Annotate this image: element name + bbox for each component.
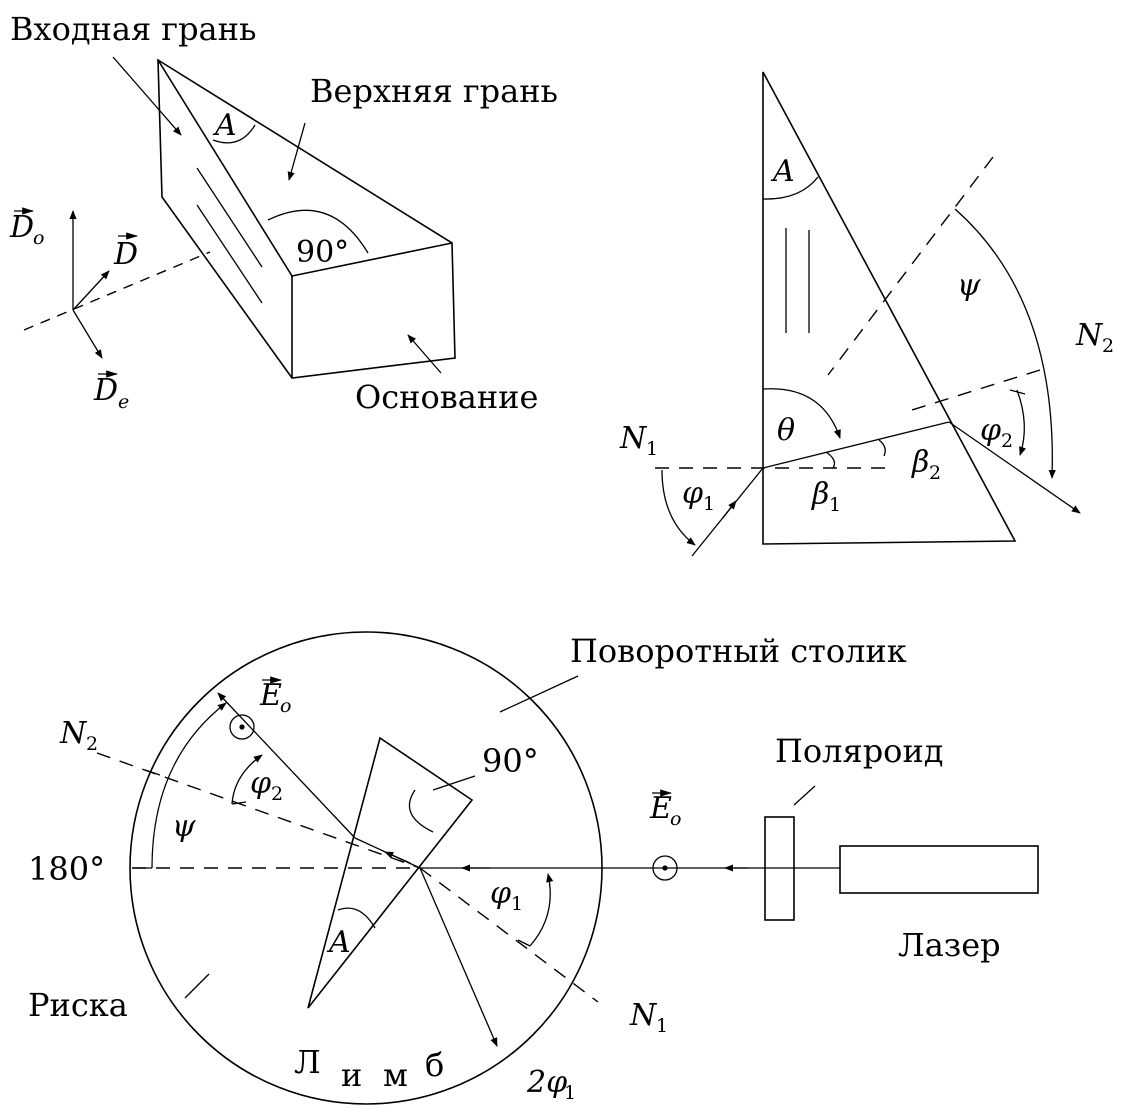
label-vector-D <box>113 236 138 272</box>
label-entry-face: Входная грань <box>10 10 257 48</box>
optic-axis-mark-1 <box>197 168 262 267</box>
label-subscript: 2 <box>1102 335 1115 357</box>
exit-ray <box>949 422 1080 513</box>
vector-De-arrow <box>73 310 102 358</box>
label-letter: β <box>812 477 830 512</box>
limb-letter-3: м <box>383 1056 408 1094</box>
label-letter: 2φ <box>527 1065 568 1100</box>
label-phi1 <box>682 476 715 515</box>
incident-ray-arrow <box>722 501 736 519</box>
vector-letter: E <box>650 791 672 826</box>
label-limb <box>294 1043 444 1094</box>
limb-tick-n2 <box>145 770 160 775</box>
vector-subscript: o <box>670 808 682 830</box>
arc-beta1 <box>826 452 834 468</box>
label-subscript: 2 <box>271 783 284 805</box>
label-top-face: Верхняя грань <box>310 72 558 110</box>
angle-90-arc <box>409 790 433 832</box>
prism-3d-view <box>9 10 558 416</box>
limb-tick-left <box>185 974 209 998</box>
label-beta2 <box>911 445 941 484</box>
cross-section-outline <box>763 72 1015 544</box>
label-letter: φ <box>682 476 704 511</box>
label-E-o-right <box>649 791 681 830</box>
limb-letter-1: Л <box>294 1043 321 1081</box>
label-E-o-left <box>259 678 291 717</box>
label-rotary-table: Поворотный столик <box>570 632 907 670</box>
label-laser: Лазер <box>898 926 1001 964</box>
label-subscript: 1 <box>646 438 659 460</box>
label-subscript: 1 <box>829 494 842 516</box>
label-letter: φ <box>980 413 1002 448</box>
label-vector-De <box>93 373 129 413</box>
label-letter: N <box>620 421 647 456</box>
label-theta: θ <box>777 413 796 448</box>
prism-cross-section <box>619 72 1114 556</box>
vector-subscript: o <box>280 695 292 717</box>
label-psi: ψ <box>957 268 981 303</box>
vector-D-arrow <box>73 271 109 310</box>
label-letter: N <box>630 998 657 1033</box>
label-polaroid: Поляроид <box>775 732 944 770</box>
label-N1 <box>619 421 658 460</box>
label-subscript: 1 <box>703 493 716 515</box>
vector-subscript: o <box>33 227 45 249</box>
label-letter: N <box>60 716 87 751</box>
limb-letter-2: и <box>341 1056 363 1094</box>
label-angle-180: 180° <box>28 850 106 888</box>
label-letter: N <box>1076 318 1103 353</box>
laser <box>840 846 1038 893</box>
limb-letter-4: б <box>425 1046 445 1084</box>
label-letter: φ <box>490 876 512 911</box>
label-phi2 <box>250 766 283 805</box>
arc-beta2 <box>879 440 885 456</box>
label-subscript: 2 <box>929 462 942 484</box>
label-angle-A: A <box>329 925 351 960</box>
base-pointer <box>408 335 441 373</box>
label-two-phi1 <box>526 1065 576 1104</box>
label-subscript: 1 <box>511 893 524 915</box>
label-angle-A: A <box>215 108 237 143</box>
vector-subscript: e <box>118 391 130 413</box>
arc-theta <box>763 389 840 438</box>
reflected-ray <box>420 868 497 1046</box>
label-subscript: 2 <box>1001 430 1014 452</box>
vector-letter: D <box>114 237 139 272</box>
arc-phi1 <box>530 874 550 946</box>
rotary-table-setup <box>28 632 1038 1104</box>
label-subscript: 2 <box>86 733 99 755</box>
vector-letter: E <box>260 678 282 713</box>
label-phi1 <box>490 876 523 915</box>
refracted-ray-arrow <box>385 852 410 863</box>
prism-edge-a <box>158 60 292 276</box>
label-N2 <box>59 716 98 755</box>
label-phi2 <box>980 413 1013 452</box>
label-vector-Do <box>9 210 44 249</box>
top-face-pointer <box>289 123 305 180</box>
prism-top-view <box>308 738 472 1008</box>
label-psi: ψ <box>172 809 196 844</box>
vector-letter: D <box>10 210 35 245</box>
label-letter: β <box>912 445 930 480</box>
label-subscript: 1 <box>564 1082 577 1104</box>
label-beta1 <box>811 477 841 516</box>
arc-phi2 <box>1017 390 1024 455</box>
label-angle-90: 90° <box>296 235 350 270</box>
label-base: Основание <box>355 378 539 416</box>
optic-axis-dashed <box>828 157 993 375</box>
optic-axis-mark-2 <box>197 205 262 303</box>
label-subscript: 1 <box>656 1015 669 1037</box>
label-N2 <box>1075 318 1114 357</box>
vector-letter: D <box>94 373 119 408</box>
label-N1 <box>629 998 668 1037</box>
label-angle-90: 90° <box>482 742 539 780</box>
label-mark: Риска <box>28 986 128 1024</box>
polaroid-pointer <box>794 786 815 805</box>
label-letter: φ <box>250 766 272 801</box>
label-angle-A: A <box>773 154 795 189</box>
